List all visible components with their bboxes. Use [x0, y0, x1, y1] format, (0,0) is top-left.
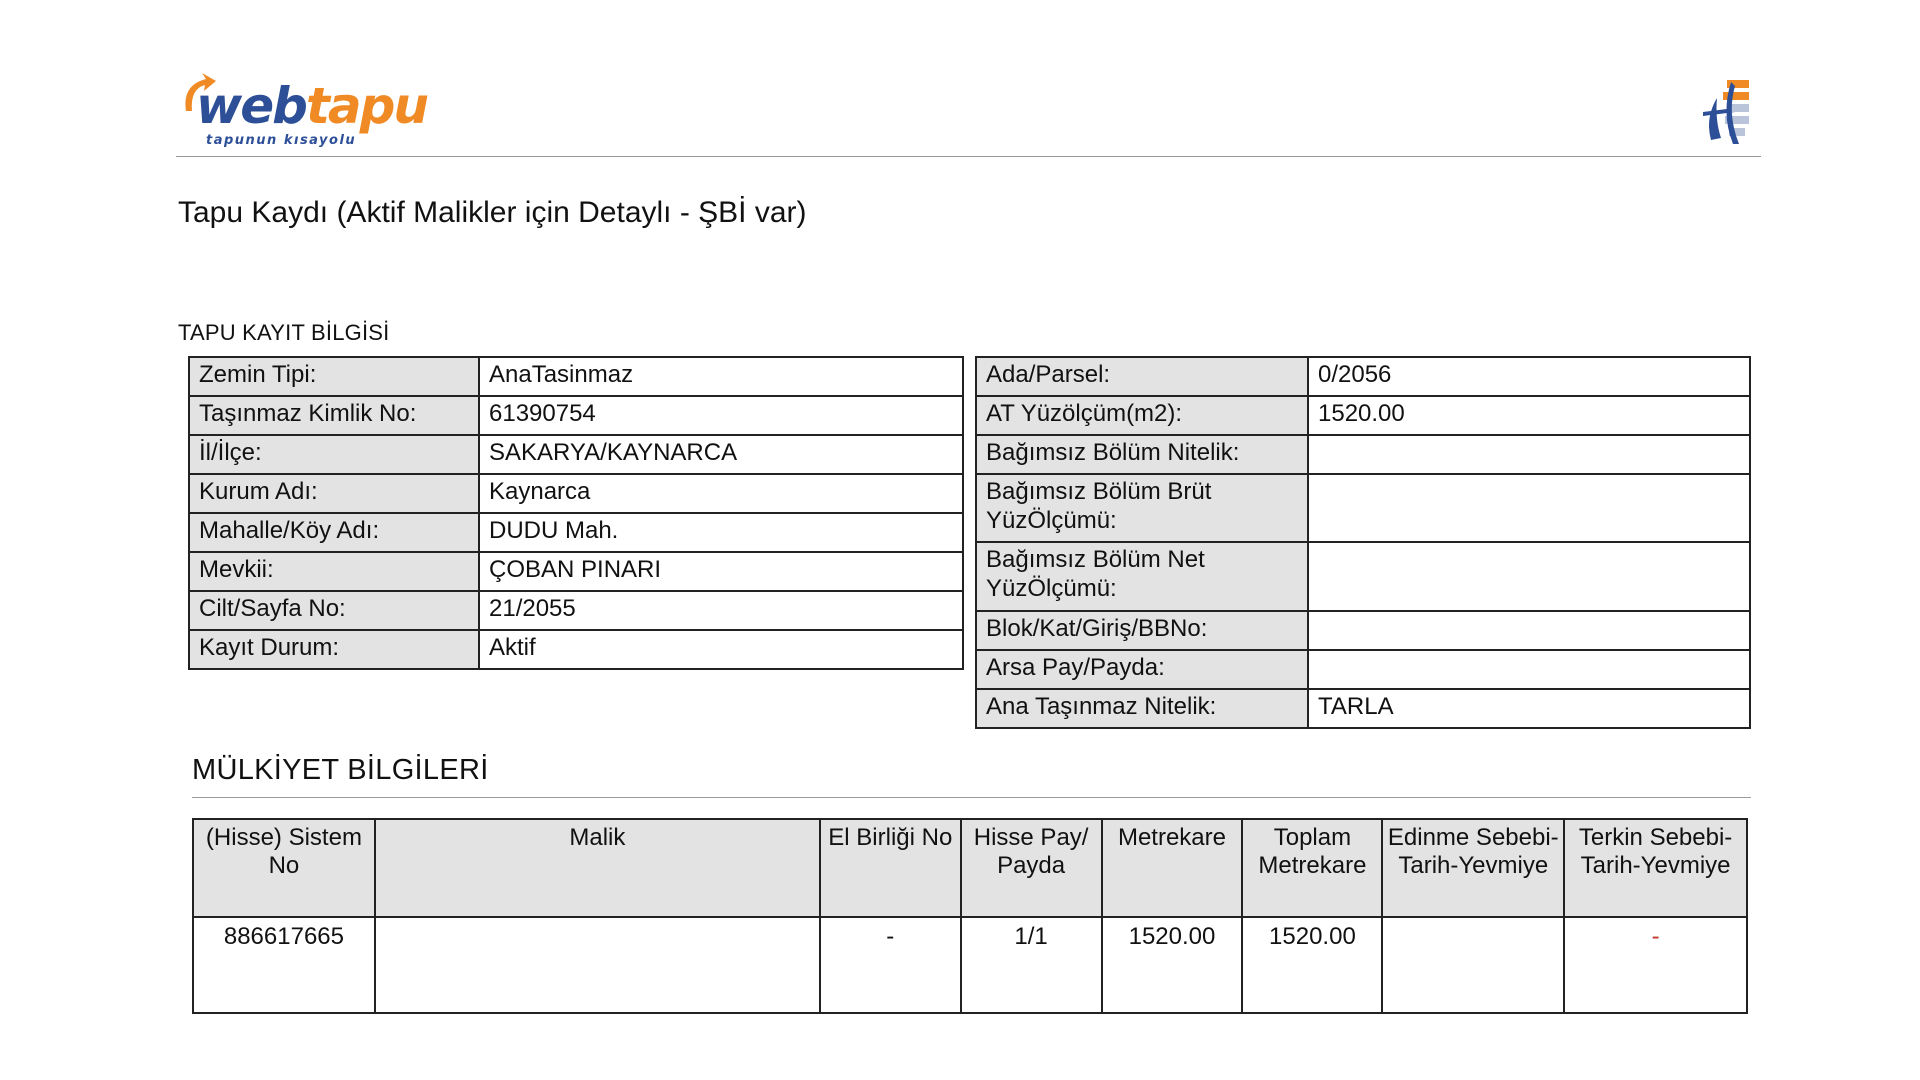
info-row — [189, 357, 963, 396]
cell-hisse: 1/1 — [961, 917, 1102, 1013]
tapu-kayit-right-table — [975, 356, 1751, 729]
info-value: 1520.00 — [1308, 396, 1750, 435]
info-value: SAKARYA/KAYNARCA — [479, 435, 963, 474]
column-header-terkin: Terkin Sebebi-Tarih-Yevmiye — [1564, 819, 1747, 917]
info-row — [189, 474, 963, 513]
info-value: ÇOBAN PINARI — [479, 552, 963, 591]
cell-edinme — [1382, 917, 1564, 1013]
info-label: Mevkii: — [189, 552, 479, 591]
info-value — [1308, 611, 1750, 650]
info-value: 21/2055 — [479, 591, 963, 630]
info-row — [976, 650, 1750, 689]
info-value — [1308, 650, 1750, 689]
info-label: Cilt/Sayfa No: — [189, 591, 479, 630]
info-label: Arsa Pay/Payda: — [976, 650, 1308, 689]
info-value: 0/2056 — [1308, 357, 1750, 396]
column-header-metrekare: Metrekare — [1102, 819, 1243, 917]
tapu-kayit-section-label: TAPU KAYIT BİLGİSİ — [178, 320, 390, 345]
info-row — [976, 396, 1750, 435]
info-row — [189, 630, 963, 669]
webtapu-logo — [176, 67, 446, 147]
info-row — [976, 474, 1750, 542]
column-header-malik: Malik — [375, 819, 820, 917]
info-label: Kurum Adı: — [189, 474, 479, 513]
info-label: Blok/Kat/Giriş/BBNo: — [976, 611, 1308, 650]
info-label: Bağımsız Bölüm Brüt YüzÖlçümü: — [976, 474, 1308, 542]
info-label: Bağımsız Bölüm Nitelik: — [976, 435, 1308, 474]
table-header-row — [193, 819, 1747, 917]
info-row — [189, 552, 963, 591]
cell-terkin: - — [1564, 917, 1747, 1013]
section-divider — [192, 797, 1751, 798]
info-value — [1308, 542, 1750, 611]
tapu-kayit-left-table — [188, 356, 964, 670]
info-label: AT Yüzölçüm(m2): — [976, 396, 1308, 435]
cell-el-birligi-no: - — [820, 917, 961, 1013]
logo-tapu-text: tapu — [306, 77, 428, 135]
info-label: Ana Taşınmaz Nitelik: — [976, 689, 1308, 728]
info-value: Kaynarca — [479, 474, 963, 513]
column-header-sistem-no: (Hisse) Sistem No — [193, 819, 375, 917]
table-row — [193, 917, 1747, 1013]
info-label: Kayıt Durum: — [189, 630, 479, 669]
info-row — [189, 435, 963, 474]
info-row — [189, 513, 963, 552]
info-value: Aktif — [479, 630, 963, 669]
document-title: Tapu Kaydı (Aktif Malikler için Detaylı - ŞBİ var) — [178, 196, 807, 229]
column-header-el-birligi-no: El Birliği No — [820, 819, 961, 917]
info-row — [189, 396, 963, 435]
info-label: İl/İlçe: — [189, 435, 479, 474]
info-value: AnaTasinmaz — [479, 357, 963, 396]
info-value — [1308, 474, 1750, 542]
logo-web-text: web — [196, 77, 306, 135]
info-row — [976, 611, 1750, 650]
cell-toplam-metrekare: 1520.00 — [1242, 917, 1382, 1013]
logo-tagline: tapunun kısayolu — [206, 133, 357, 147]
info-value: DUDU Mah. — [479, 513, 963, 552]
info-value: TARLA — [1308, 689, 1750, 728]
info-row — [976, 357, 1750, 396]
info-value — [1308, 435, 1750, 474]
mulkiyet-table — [192, 818, 1748, 1014]
cell-sistem-no: 886617665 — [193, 917, 375, 1013]
info-row — [976, 542, 1750, 611]
page-header — [176, 62, 1761, 157]
info-label: Zemin Tipi: — [189, 357, 479, 396]
info-row — [976, 435, 1750, 474]
column-header-edinme: Edinme Sebebi-Tarih-Yevmiye — [1382, 819, 1564, 917]
info-label: Bağımsız Bölüm Net YüzÖlçümü: — [976, 542, 1308, 611]
cell-malik — [375, 917, 820, 1013]
info-row — [976, 689, 1750, 728]
info-value: 61390754 — [479, 396, 963, 435]
column-header-toplam-metrekare: Toplam Metrekare — [1242, 819, 1382, 917]
info-label: Ada/Parsel: — [976, 357, 1308, 396]
info-row — [189, 591, 963, 630]
tkgm-emblem-icon — [1699, 68, 1759, 148]
mulkiyet-section-title: MÜLKİYET BİLGİLERİ — [192, 754, 489, 786]
cell-metrekare: 1520.00 — [1102, 917, 1243, 1013]
info-label: Mahalle/Köy Adı: — [189, 513, 479, 552]
column-header-hisse: Hisse Pay/ Payda — [961, 819, 1102, 917]
info-label: Taşınmaz Kimlik No: — [189, 396, 479, 435]
